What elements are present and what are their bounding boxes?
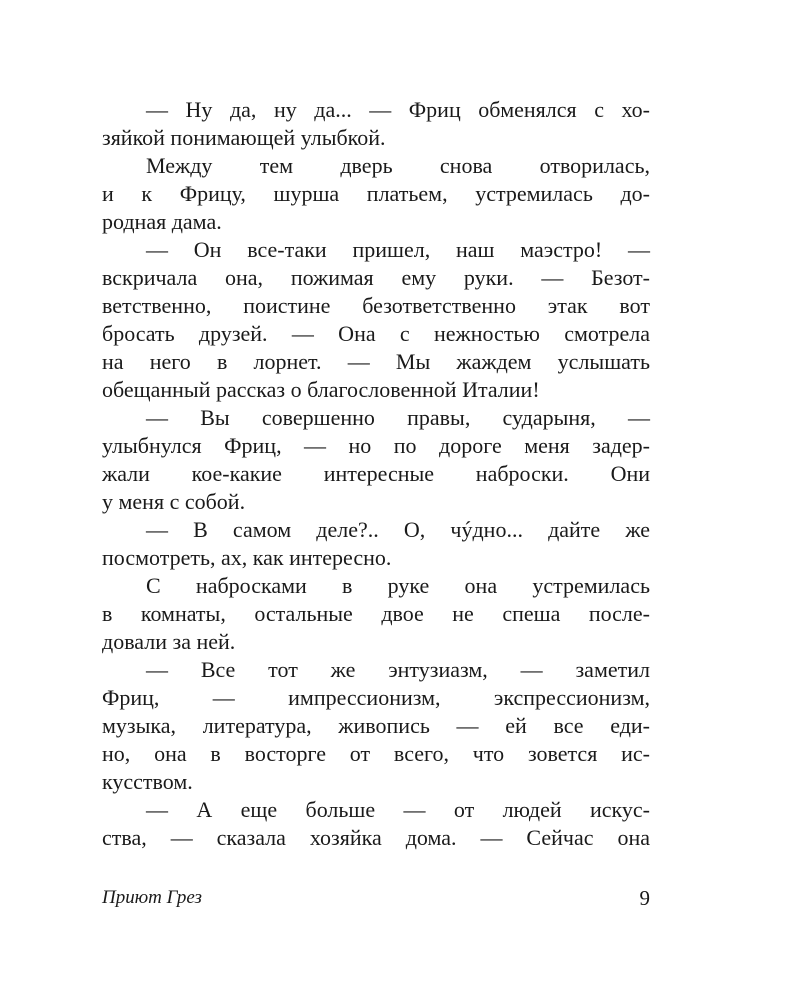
text-line: на него в лорнет. — Мы жаждем услышать <box>102 349 650 374</box>
text-line: Между тем дверь снова отворилась, <box>146 153 650 178</box>
page-footer <box>102 884 650 912</box>
text-line: но, она в восторге от всего, что зовется ис- <box>102 741 650 766</box>
text-line: жали кое-какие интересные наброски. Они <box>102 461 650 486</box>
text-line: ветственно, поистине безответственно этак вот <box>102 293 650 318</box>
running-title: Приют Грез <box>102 887 202 908</box>
text-line: зяйкой понимающей улыбкой. <box>102 125 386 150</box>
text-line: в комнаты, остальные двое не спеша после- <box>102 601 650 626</box>
text-line: кусством. <box>102 769 193 794</box>
page-number: 9 <box>639 886 650 910</box>
text-line: обещанный рассказ о благословенной Италии! <box>102 377 540 402</box>
text-line: — Все тот же энтузиазм, — заметил <box>146 657 650 682</box>
text-line: вскричала она, пожимая ему руки. — Безот- <box>102 265 650 290</box>
text-line: — В самом деле?.. О, чýдно... дайте же <box>146 517 650 542</box>
text-line: — Вы совершенно правы, сударыня, — <box>146 405 650 430</box>
text-line: бросать друзей. — Она с нежностью смотрела <box>102 321 650 346</box>
text-line: — А еще больше — от людей искус- <box>146 797 650 822</box>
text-line: — Он все-таки пришел, наш маэстро! — <box>146 237 650 262</box>
text-line: С набросками в руке она устремилась <box>146 573 650 598</box>
text-line: — Ну да, ну да... — Фриц обменялся с хо- <box>146 97 650 122</box>
text-line: и к Фрицу, шурша платьем, устремилась до- <box>102 181 650 206</box>
text-line: ства, — сказала хозяйка дома. — Сейчас она <box>102 825 650 850</box>
text-line: у меня с собой. <box>102 489 246 514</box>
text-line: родная дама. <box>102 209 222 234</box>
text-line: посмотреть, ах, как интересно. <box>102 545 392 570</box>
body-text <box>102 96 650 852</box>
text-line: Фриц, — импрессионизм, экспрессионизм, <box>102 685 650 710</box>
text-line: улыбнулся Фриц, — но по дороге меня задер- <box>102 433 650 458</box>
text-line: довали за ней. <box>102 629 236 654</box>
text-line: музыка, литература, живопись — ей все еди- <box>102 713 650 738</box>
